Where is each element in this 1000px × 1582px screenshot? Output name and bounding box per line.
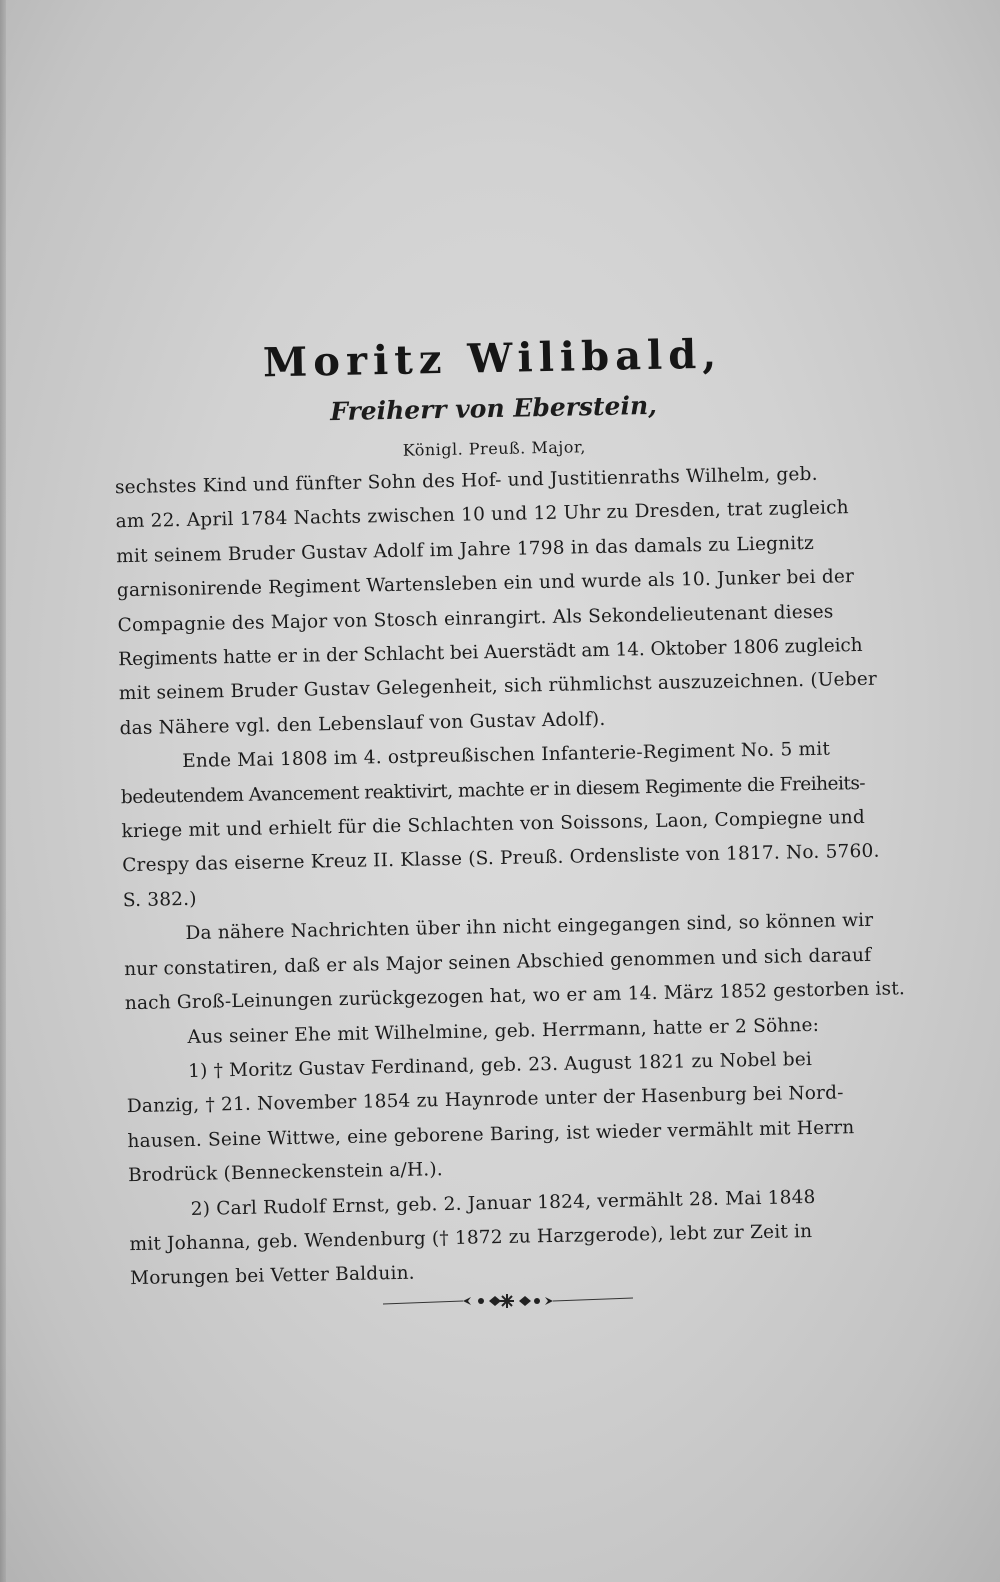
- rank-line: Königl. Preuß. Major,: [402, 437, 587, 460]
- text-line: Ende Mai 1808 im 4. ostpreußischen Infanterie-Regiment No. 5 mit: [182, 738, 831, 773]
- text-line: garnisonirende Regiment Wartensleben ein und wurde als 10. Junker bei der: [116, 566, 855, 602]
- text-block: [112, 323, 906, 1297]
- text-line: 1) † Moritz Gustav Ferdinand, geb. 23. August 1821 zu Nobel bei: [187, 1048, 813, 1082]
- paragraph: [123, 904, 906, 1022]
- text-line: Danzig, † 21. November 1854 zu Haynrode unter der Hasenburg bei Nord-: [126, 1082, 844, 1118]
- text-line: am 22. April 1784 Nachts zwischen 10 und 12 Uhr zu Dresden, trat zugleich: [115, 497, 850, 533]
- text-line: Morungen bei Vetter Balduin.: [129, 1263, 416, 1290]
- text-line: Crespy das eiserne Kreuz II. Klasse (S. Preuß. Ordensliste von 1817. No. 5760.: [122, 841, 880, 877]
- text-line: S. 382.): [122, 888, 197, 912]
- text-line: Regiments hatte er in der Schlacht bei Auerstädt am 14. Oktober 1806 zugleich: [118, 634, 863, 671]
- paragraph: [115, 457, 880, 747]
- text-line: Aus seiner Ehe mit Wilhelmine, geb. Herrmann, hatte er 2 Söhne:: [187, 1014, 820, 1048]
- body-text: [114, 457, 906, 1297]
- text-line: sechstes Kind und fünfter Sohn des Hof- und Justitienraths Wilhelm, geb.: [114, 463, 818, 499]
- text-line: mit Johanna, geb. Wendenburg († 1872 zu Harzgerode), lebt zur Zeit in: [129, 1220, 813, 1256]
- text-line: Compagnie des Major von Stosch einrangirt. Als Sekondelieutenant dieses: [117, 601, 834, 636]
- paragraph: [126, 1041, 889, 1193]
- text-line: mit seinem Bruder Gustav Gelegenheit, sich rühmlichst auszuzeichnen. (Ueber: [118, 669, 878, 705]
- text-line: hausen. Seine Wittwe, eine geborene Baring, ist wieder vermählt mit Herrn: [127, 1116, 855, 1152]
- text-line: Brodrück (Benneckenstein a/H.).: [127, 1159, 444, 1187]
- text-line: Da nähere Nachrichten über ihn nicht eingegangen sind, so können wir: [185, 910, 874, 945]
- text-line: mit seinem Bruder Gustav Adolf im Jahre 1798 in das damals zu Liegnitz: [116, 532, 815, 568]
- text-line: 2) Carl Rudolf Ernst, geb. 2. Januar 1824, vermählt 28. Mai 1848: [190, 1186, 816, 1220]
- text-line: das Nähere vgl. den Lebenslauf von Gustav Adolf).: [119, 708, 606, 740]
- text-line: bedeutendem Avancement reaktivirt, machte er in diesem Regimente die Freiheits-: [120, 772, 866, 808]
- text-line: nur constatiren, daß er als Major seinen Abschied genommen und sich darauf: [124, 944, 872, 980]
- subtitle: Freiherr von Eberstein,: [329, 390, 658, 427]
- text-line: nach Groß-Leinungen zurückgezogen hat, wo er am 14. März 1852 gestorben ist.: [124, 978, 906, 1015]
- paragraph: [120, 732, 883, 919]
- text-line: kriege mit und erhielt für die Schlachten von Soissons, Laon, Compiegne und: [121, 806, 866, 843]
- paragraph: [129, 1179, 891, 1297]
- page-title: Moritz Wilibald,: [262, 330, 723, 387]
- decorative-ornament: [383, 1282, 633, 1322]
